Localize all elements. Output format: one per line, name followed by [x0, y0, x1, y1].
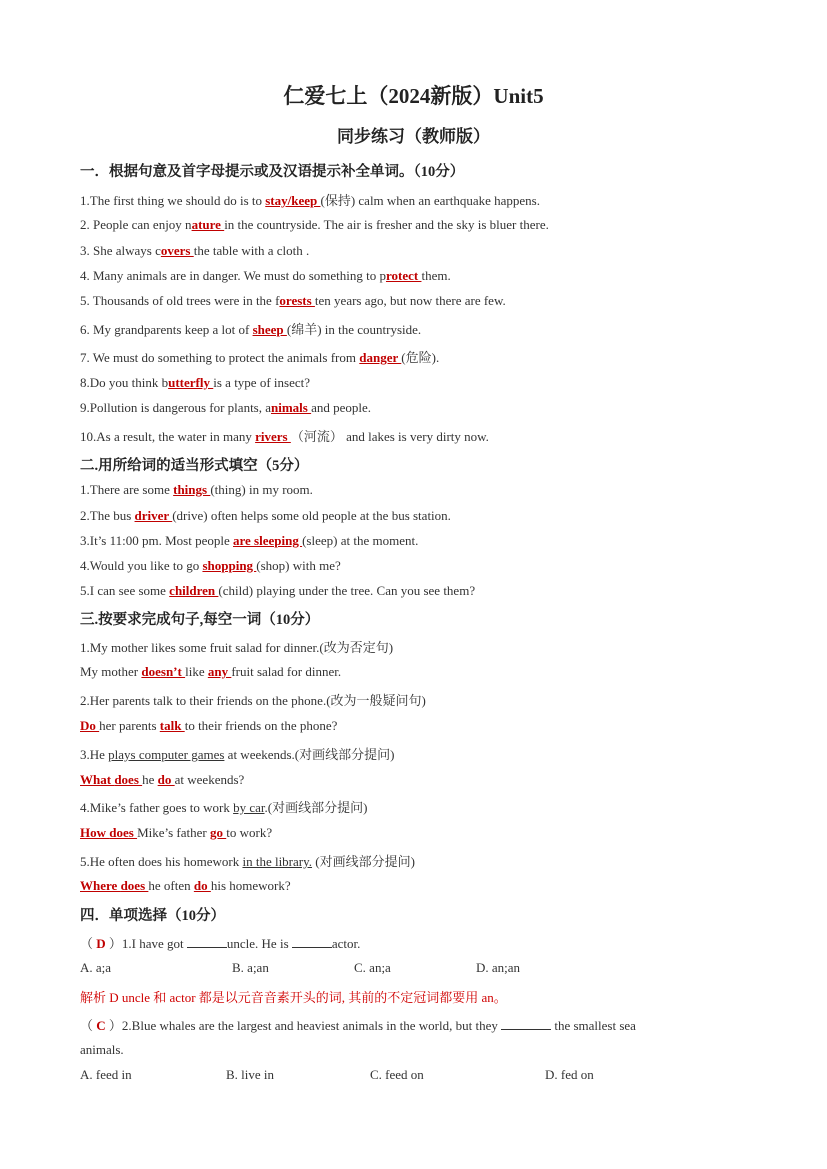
answer-blank: does	[120, 878, 149, 893]
s3-answer-5	[80, 878, 291, 894]
page-title: 仁爱七上（2024新版）Unit5	[283, 84, 544, 108]
answer-blank: driver	[134, 508, 173, 523]
option-b: B. live in	[226, 1067, 275, 1082]
text-segment: actor.	[331, 936, 361, 951]
fill-blank-line	[80, 347, 439, 366]
answer-blank: Do	[80, 718, 100, 733]
section-3-heading: 三.按要求完成句子,每空一词（10分）	[80, 612, 320, 628]
text-segment: ten years ago, but now there are few.	[314, 293, 506, 308]
answer-blank: ature	[191, 217, 225, 232]
text-segment: （	[80, 1018, 97, 1033]
s4-question-1	[80, 933, 360, 952]
blank-line	[292, 937, 332, 948]
text-segment: 6. My grandparents keep a lot of	[80, 322, 253, 337]
fill-blank-line	[80, 426, 489, 445]
text-segment: to work?	[226, 825, 273, 840]
answer-blank: shopping	[202, 558, 257, 573]
text-segment: (对画线部分提问)	[312, 854, 415, 869]
answer-blank: overs	[160, 243, 194, 258]
fill-blank-line	[80, 293, 506, 309]
text-segment: the smallest sea	[551, 1018, 636, 1033]
answer-blank: go	[209, 825, 227, 840]
s3-question-2: 2.Her parents talk to their friends on the phone.(改为一般疑问句)	[80, 693, 426, 708]
text-segment: 4. Many animals are in danger. We must do something to p	[80, 268, 386, 283]
text-segment: (绵羊) in the countryside.	[286, 322, 422, 337]
s3-answer-3	[80, 772, 244, 788]
underlined-phrase: plays computer games	[108, 747, 225, 762]
text-segment: 10.As a result, the water in many	[80, 429, 256, 444]
fill-blank-line	[80, 319, 421, 338]
s3-answer-2	[80, 718, 337, 734]
section-1-heading: 一．根据句意及首字母提示或及汉语提示补全单词。（10分）	[80, 164, 465, 180]
text-segment: he	[142, 772, 158, 787]
text-segment: (sleep) at the moment.	[302, 533, 419, 548]
option-c: C. feed on	[370, 1067, 424, 1082]
text-segment: them.	[421, 268, 451, 283]
s3-answer-4	[80, 825, 272, 841]
answer-blank: do	[157, 772, 175, 787]
answer-blank: orests	[279, 293, 315, 308]
answer-blank: does	[109, 825, 138, 840]
text-segment: (保持) calm when an earthquake happens.	[320, 193, 540, 208]
s3-question-3	[80, 744, 394, 763]
s3-question-5	[80, 851, 415, 870]
text-segment: he often	[148, 878, 194, 893]
fill-blank-line	[80, 243, 309, 259]
answer-blank: rotect	[385, 268, 422, 283]
text-segment: the table with a cloth .	[193, 243, 310, 258]
word-form-line	[80, 583, 475, 599]
text-segment: ）2.Blue whales are the largest and heaviest animals in the world, but they	[105, 1018, 502, 1033]
text-segment: 4.Would you like to go	[80, 558, 203, 573]
text-segment: uncle. He is	[226, 936, 292, 951]
word-form-line	[80, 482, 313, 498]
text-segment: 3.It’s 11:00 pm. Most people	[80, 533, 233, 548]
section-2-heading: 二.用所给词的适当形式填空（5分）	[80, 458, 309, 474]
text-segment: 8.Do you think b	[80, 375, 169, 390]
s4-question-2-cont: animals.	[80, 1042, 124, 1057]
text-segment: is a type of insect?	[213, 375, 310, 390]
answer-letter: D	[96, 936, 106, 951]
text-segment: ）1.I have got	[105, 936, 187, 951]
text-segment: (child) playing under the tree. Can you see them?	[218, 583, 476, 598]
option-c: C. an;a	[354, 960, 391, 975]
text-segment: 9.Pollution is dangerous for plants, a	[80, 400, 272, 415]
option-b: B. a;an	[232, 960, 269, 975]
fill-blank-line	[80, 400, 371, 416]
answer-blank: Where	[80, 878, 121, 893]
answer-blank: utterfly	[168, 375, 214, 390]
text-segment: 7. We must do something to protect the animals from	[80, 350, 360, 365]
text-segment: （	[80, 936, 97, 951]
option-d: D. an;an	[476, 960, 521, 975]
text-segment: My mother	[80, 664, 142, 679]
answer-blank: What	[80, 772, 115, 787]
fill-blank-line	[80, 375, 310, 391]
underlined-phrase: by car	[233, 800, 265, 815]
text-segment: at weekends?	[174, 772, 245, 787]
fill-blank-line	[80, 217, 549, 233]
text-segment: (危险).	[401, 350, 440, 365]
answer-blank: any	[207, 664, 232, 679]
answer-blank: doesn’t	[141, 664, 186, 679]
answer-blank: children	[169, 583, 219, 598]
option-a: A. feed in	[80, 1067, 132, 1082]
answer-blank: are sleeping	[233, 533, 303, 548]
s3-answer-1	[80, 664, 341, 680]
text-segment: 5.I can see some	[80, 583, 170, 598]
text-segment: 5.He often does his homework	[80, 854, 243, 869]
option-d: D. fed on	[545, 1067, 594, 1082]
text-segment: his homework?	[210, 878, 291, 893]
fill-blank-line	[80, 268, 451, 284]
answer-blank: How	[80, 825, 110, 840]
text-segment: 1.The first thing we should do is to	[80, 193, 266, 208]
text-segment: （河流） and lakes is very dirty now.	[290, 429, 489, 444]
text-segment: to their friends on the phone?	[184, 718, 338, 733]
section-4-heading: 四．单项选择（10分）	[80, 908, 225, 924]
text-segment: 2. People can enjoy n	[80, 217, 192, 232]
text-segment: 4.Mike’s father goes to work	[80, 800, 234, 815]
text-segment: (drive) often helps some old people at the bus station.	[172, 508, 451, 523]
text-segment: and people.	[311, 400, 372, 415]
blank-line	[501, 1019, 551, 1030]
answer-blank: danger	[359, 350, 402, 365]
text-segment: like	[185, 664, 208, 679]
explanation: 解析 D uncle 和 actor 都是以元音音素开头的词, 其前的不定冠词都要用 an。	[80, 990, 507, 1005]
text-segment: (thing) in my room.	[210, 482, 313, 497]
page-subtitle: 同步练习（教师版）	[337, 127, 490, 146]
answer-blank: things	[173, 482, 211, 497]
s3-question-1: 1.My mother likes some fruit salad for dinner.(改为否定句)	[80, 640, 394, 655]
word-form-line	[80, 508, 451, 524]
text-segment: 2.The bus	[80, 508, 135, 523]
text-segment: her parents	[99, 718, 160, 733]
word-form-line	[80, 558, 341, 574]
s4-question-2	[80, 1015, 636, 1034]
answer-blank: do	[193, 878, 211, 893]
answer-blank: rivers	[255, 429, 291, 444]
text-segment: Mike’s father	[137, 825, 210, 840]
text-segment: in the countryside. The air is fresher and the sky is bluer there.	[224, 217, 549, 232]
text-segment: 1.There are some	[80, 482, 174, 497]
answer-blank: stay/keep	[265, 193, 321, 208]
text-segment: 3. She always c	[80, 243, 161, 258]
blank-line	[187, 937, 227, 948]
answer-blank: nimals	[271, 400, 312, 415]
fill-blank-line	[80, 190, 540, 209]
text-segment: 5. Thousands of old trees were in the f	[80, 293, 280, 308]
underlined-phrase: in the library.	[242, 854, 313, 869]
answer-blank: does	[114, 772, 143, 787]
text-segment: 3.He	[80, 747, 109, 762]
answer-letter: C	[96, 1018, 106, 1033]
word-form-line	[80, 533, 418, 549]
text-segment: fruit salad for dinner.	[231, 664, 342, 679]
text-segment: .(对画线部分提问)	[264, 800, 368, 815]
answer-blank: talk	[159, 718, 185, 733]
answer-blank: sheep	[252, 322, 287, 337]
option-a: A. a;a	[80, 960, 112, 975]
text-segment: (shop) with me?	[256, 558, 341, 573]
s3-question-4	[80, 797, 367, 816]
text-segment: at weekends.(对画线部分提问)	[224, 747, 395, 762]
